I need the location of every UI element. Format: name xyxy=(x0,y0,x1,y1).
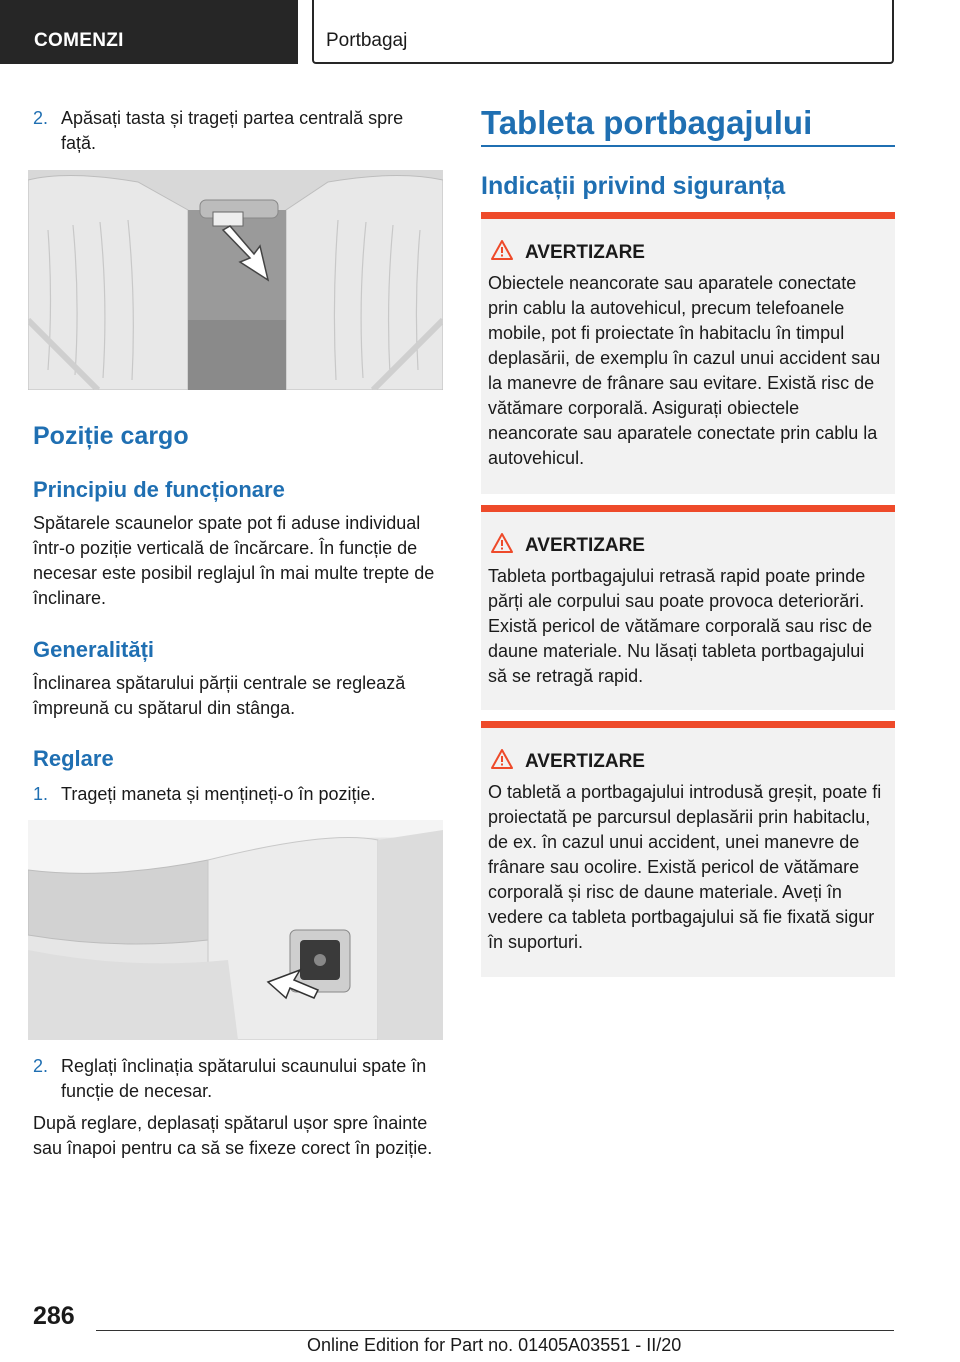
section-label: COMENZI xyxy=(34,30,124,51)
page-number: 286 xyxy=(33,1302,75,1330)
heading-trunk-cover: Tableta portbagajului xyxy=(481,104,813,141)
heading-adjust: Reglare xyxy=(33,746,114,771)
step-item xyxy=(33,106,443,158)
footer-rule xyxy=(96,1330,894,1331)
step-number: 2. xyxy=(33,108,49,128)
step-item xyxy=(33,1054,443,1106)
chapter-label: Portbagaj xyxy=(326,30,408,51)
after-adjust-paragraph: După reglare, deplasați spătarul ușor spre înainte sau înapoi pentru ca să se fixeze corect în poziție. xyxy=(33,1113,433,1158)
heading-cargo-position: Poziție cargo xyxy=(33,422,189,450)
step-number: 1. xyxy=(33,784,49,804)
seat-lever-image xyxy=(28,820,443,1040)
warning-triangle-icon xyxy=(490,239,514,266)
warning-title: AVERTIZARE xyxy=(525,242,645,263)
heading-principle: Principiu de funcționare xyxy=(33,477,285,502)
step-text: Apăsați tasta și trageți partea centrală spre față. xyxy=(61,108,404,153)
section-tab xyxy=(0,0,298,64)
warning-title: AVERTIZARE xyxy=(525,535,645,556)
step-number: 2. xyxy=(33,1056,49,1076)
principle-paragraph: Spătarele scaunelor spate pot fi aduse individual într-o poziție verticală de încărcare. În funcție de necesar este posibil reglajul în mai multe trepte de înclinare. xyxy=(33,513,435,608)
warning-title: AVERTIZARE xyxy=(525,751,645,772)
warning-text: O tabletă a portbagajului introdusă greșit, poate fi proiectată pe parcursul deplasării prin habitaclu, de ex. în cazul unui accident, unei manevre de frânare sau ocolire. Există pericol de vătămare corporală și risc de daune materiale. Aveți în vedere ca tableta portbagajului să fie fixată sigur în suporturi. xyxy=(488,782,882,952)
heading-safety: Indicații privind siguranța xyxy=(481,172,786,200)
heading-rule xyxy=(481,145,895,147)
warning-box xyxy=(481,505,895,710)
chapter-tab xyxy=(312,0,894,64)
warning-triangle-icon xyxy=(490,532,514,559)
edition-text: Online Edition for Part no. 01405A03551 - II/20 xyxy=(307,1335,682,1355)
heading-general: Generalități xyxy=(33,637,155,662)
warning-triangle-icon xyxy=(490,748,514,775)
warning-text: Obiectele neancorate sau aparatele conectate prin cablu la autovehicul, precum telefoanele mobile, pot fi proiectate în habitaclu în timpul deplasării, de exemplu în cazul unui accident sau la manevre de frânare sau evitare. Există risc de vătămare corporală. Asigurați obiectele neancorate sau aparatele conectate prin cablu la autovehicul. xyxy=(488,273,881,468)
step-text: Reglați înclinația spătarului scaunului spate în funcție de necesar. xyxy=(61,1056,427,1101)
lever-illustration xyxy=(28,820,443,1040)
rear-seat-illustration xyxy=(28,170,443,390)
step-text: Trageți maneta și mențineți-o în poziție. xyxy=(61,784,376,804)
warning-text: Tableta portbagajului retrasă rapid poate prinde părți ale corpului sau poate provoca deteriorări. Există pericol de vătămare corporală sau risc de daune materiale. Nu lăsați tableta portbagajului să se retragă rapid. xyxy=(488,566,873,686)
warning-box xyxy=(481,721,895,977)
general-paragraph: Înclinarea spătarului părții centrale se reglează împreună cu spătarul din stânga. xyxy=(33,673,406,718)
warning-box xyxy=(481,212,895,494)
rear-seat-center-image xyxy=(28,170,443,390)
step-item xyxy=(33,782,443,808)
